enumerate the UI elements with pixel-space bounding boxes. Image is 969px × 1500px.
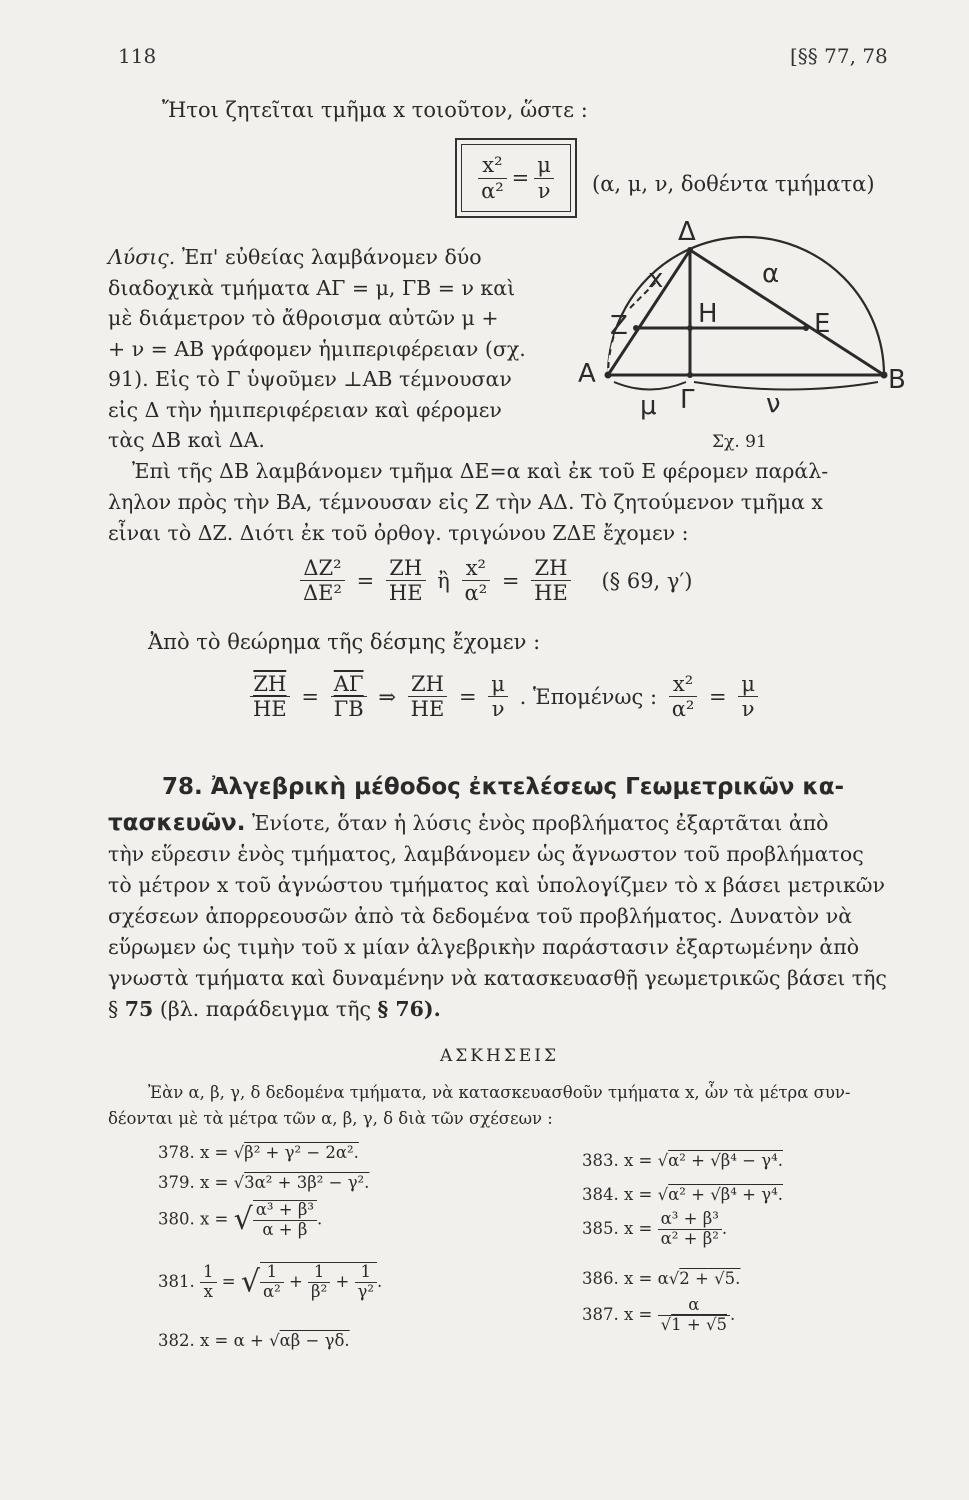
fraction: $\frac{\alpha}{√1 + √5}$: [658, 1296, 730, 1335]
fraction: $\frac{ZH}{HE}$: [386, 556, 426, 605]
exercises-intro-1: Ἐὰν α, β, γ, δ δεδομένα τμήματα, νὰ κατασκευασθοῦν τμήματα x, ὧν τὰ μέτρα συν-: [148, 1083, 851, 1102]
fraction: $\frac{\text{x²}}{\text{α²}}$: [478, 153, 507, 202]
figure-91: [570, 212, 910, 432]
label-alpha-point: Α: [578, 359, 596, 389]
label-nu: ν: [766, 389, 781, 419]
fraction: $\frac{\text{x²}}{\text{α²}}$: [462, 556, 491, 605]
label-x: x: [648, 264, 664, 294]
theorem-line: Ἀπὸ τὸ θεώρημα τῆς δέσμης ἔχομεν :: [148, 630, 541, 654]
paragraph-reference: (§ 69, γ′): [601, 568, 693, 593]
exercise-387: 387. x = $\frac{\alpha}{√1 + √5}$ .: [582, 1295, 736, 1334]
fraction: $\frac{\text{x²}}{\text{α²}}$: [669, 672, 698, 721]
label-beta-point: Β: [888, 365, 906, 395]
label-epsilon: Ε: [814, 309, 831, 339]
intro-line: Ἤτοι ζητεῖται τμῆμα x τοιοῦτον, ὥστε :: [162, 98, 588, 122]
section-78-title: 78. Ἀλγεβρικὴ μέθοδος ἐκτελέσεως Γεωμετρικῶν κα-: [162, 774, 845, 800]
exercise-380: 380. x = √ $\frac{\text{α³ + β³}}{\alpha + \beta}$ .: [158, 1200, 323, 1239]
fraction: $\frac{\mu}{\nu}$: [488, 672, 508, 721]
fraction: $\frac{\text{α³ + β³}}{\alpha + \beta}$: [253, 1200, 317, 1240]
label-zeta: Ζ: [610, 311, 628, 341]
fraction: $\frac{1}{\text{β²}}$: [308, 1263, 330, 1302]
section-78-paragraph: τασκευῶν. Ἐνίοτε, ὅταν ἡ λύσις ἑνὸς προβλήματος ἐξαρτᾶται ἀπὸ τὴν εὕρεσιν ἑνὸς τμήματος, λαμβάνομεν ὡς ἄγνωστον τοῦ προβλήματος τὸ μέτρον x τοῦ ἀγνώστου τμήματος καὶ ὑπολογίζμεν τὸ x βάσει μετρικῶν σχέσεων ἀπορρεουσῶν ἀπὸ τὰ δεδομένα τοῦ προβλήματος. Δυνατὸν νὰ εὕρωμεν ὡς τιμὴν τοῦ x μίαν ἀλγεβρικὴν παράστασιν ἐξαρτωμένην ἀπὸ γνωστὰ τμήματα καὶ δυναμένην νὰ κατασκευασθῇ γεωμετρικῶς βάσει τῆς § 75 (βλ. παράδειγμα τῆς § 76).: [108, 810, 887, 1021]
fraction: $\frac{\mu}{\nu}$: [738, 672, 758, 721]
fraction: $\frac{\mu}{\nu}$: [534, 153, 554, 202]
exercise-381: 381. $\frac{1}{x}$ = √ $\frac{1}{\text{α²}}$ + $\frac{1}{\text{β²}}$ + $\frac{1}{\text{γ²}}$ .: [158, 1262, 383, 1301]
pencil-relation-formula: $\frac{\overline{ZH}}{HE}$ = $\frac{\overline{A\Gamma}}{\Gamma B}$ ⇒ $\frac{ZH}{HE}$ = $\frac{\mu}{\nu}$ . Ἑπομένως : $\frac{\text{x²}}{\text{α²}}$ = $\frac{\mu}{\nu}$: [250, 672, 758, 721]
exercise-379: 379. x = √3α² + 3β² − γ².: [158, 1173, 370, 1192]
boxed-formula: $\frac{\text{x²}}{\text{α²}}$ = $\frac{\mu}{\nu}$: [455, 138, 577, 218]
continuation-paragraph: Ἐπὶ τῆς ΔΒ λαμβάνομεν τμῆμα ΔΕ=α καὶ ἐκ τοῦ Ε φέρομεν παράλ- ληλον πρὸς τὴν ΒΑ, τέμνουσαν εἰς Ζ τὴν ΑΔ. Τὸ ζητούμενον τμῆμα x εἶναι τὸ ΔΖ. Διότι ἐκ τοῦ ὀρθογ. τριγώνου ΖΔΕ ἔχομεν :: [108, 459, 829, 545]
figure-caption: Σχ. 91: [712, 432, 767, 452]
page-number: 118: [118, 44, 157, 68]
label-delta: Δ: [678, 217, 696, 247]
exercises-intro-2: δέονται μὲ τὰ μέτρα τῶν α, β, γ, δ διὰ τῶν σχέσεων :: [108, 1109, 553, 1128]
fraction: $\frac{\text{ΔΖ²}}{\text{ΔΕ²}}$: [300, 556, 345, 605]
solution-paragraph: Λύσις. Ἐπ' εὐθείας λαμβάνομεν δύο διαδοχικὰ τμήματα ΑΓ = μ, ΓΒ = ν καὶ μὲ διάμετρον τὸ ἄθροισμα αὐτῶν μ + + ν = ΑΒ γράφομεν ἡμιπεριφέρειαν (σχ. 91). Εἰς τὸ Γ ὑψοῦμεν ⊥ΑΒ τέμνουσαν εἰς Δ τὴν ἡμιπεριφέρειαν καὶ φέρομεν τὰς ΔΒ καὶ ΔΑ.: [108, 245, 526, 452]
fraction: $\frac{\overline{ZH}}{HE}$: [250, 672, 290, 721]
exercise-385: 385. x = $\frac{\text{α³ + β³}}{\text{α² + β²}}$ .: [582, 1209, 728, 1248]
label-mu: μ: [640, 391, 657, 421]
exercise-383: 383. x = √α² + √β⁴ − γ⁴.: [582, 1151, 783, 1170]
section-78-title-end: τασκευῶν.: [108, 810, 246, 836]
fraction: $\frac{\text{α³ + β³}}{\text{α² + β²}}$: [658, 1210, 722, 1249]
section-reference: [§§ 77, 78: [790, 44, 888, 68]
exercise-382: 382. x = α + √αβ − γδ.: [158, 1331, 350, 1350]
semicircle: [608, 237, 884, 375]
similar-relation-formula: $\frac{\text{ΔΖ²}}{\text{ΔΕ²}}$ = $\frac{ZH}{HE}$ ἢ $\frac{\text{x²}}{\text{α²}}$ = $\frac{ZH}{HE}$ (§ 69, γ′): [300, 556, 697, 605]
exercise-384: 384. x = √α² + √β⁴ + γ⁴.: [582, 1185, 783, 1204]
label-alpha: α: [762, 259, 780, 289]
label-gamma: Γ: [680, 385, 695, 415]
brace-nu: [694, 382, 878, 390]
fraction: $\frac{ZH}{HE}$: [531, 556, 571, 605]
label-eta: Η: [698, 299, 718, 329]
fraction: $\frac{1}{\text{α²}}$: [260, 1263, 284, 1302]
fraction: $\frac{ZH}{HE}$: [408, 672, 448, 721]
fraction: $\frac{1}{x}$: [200, 1263, 217, 1302]
solution-label: Λύσις.: [108, 245, 176, 269]
segment-db: [690, 250, 884, 375]
brace-mu: [614, 382, 686, 390]
fraction: $\frac{\overline{A\Gamma}}{\Gamma B}$: [331, 672, 367, 721]
exercise-378: 378. x = √β² + γ² − 2α².: [158, 1143, 359, 1162]
given-segments-note: (α, μ, ν, δοθέντα τμήματα): [592, 172, 875, 196]
fraction: $\frac{1}{\text{γ²}}$: [355, 1263, 377, 1302]
exercises-heading: ΑΣΚΗΣΕΙΣ: [440, 1046, 559, 1066]
exercise-386: 386. x = α√2 + √5.: [582, 1269, 741, 1288]
